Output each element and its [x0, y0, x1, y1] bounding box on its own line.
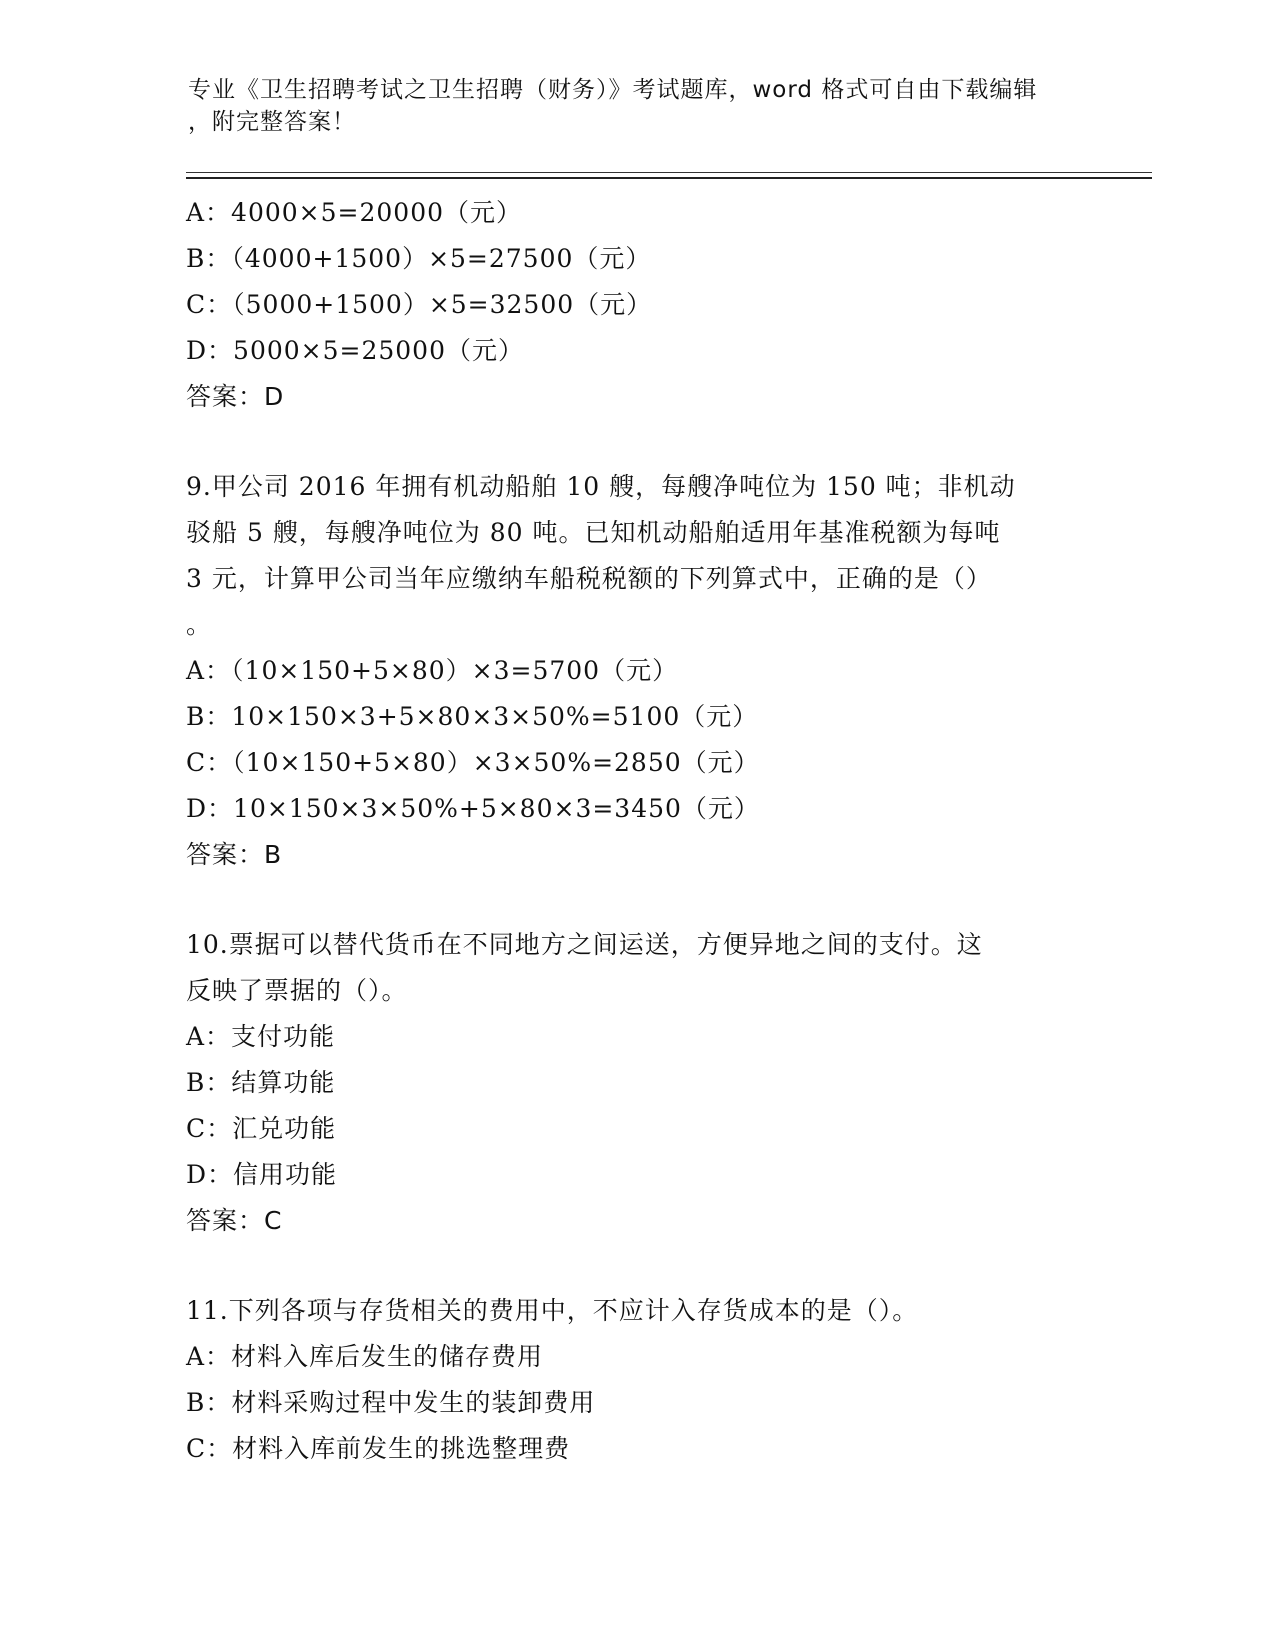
option-d: D：信用功能: [186, 1160, 338, 1189]
header-line-2: ，附完整答案！: [188, 109, 356, 135]
question-9: [186, 464, 1086, 878]
option-b: B：10×150×3+5×80×3×50%=5100（元）: [186, 702, 759, 731]
option-b: B：材料采购过程中发生的装卸费用: [186, 1388, 596, 1417]
option-b: B：结算功能: [186, 1068, 336, 1097]
option-a: A：支付功能: [186, 1022, 336, 1051]
question-8-options: [186, 190, 1086, 420]
question-9-stem-line-4: 。: [186, 610, 213, 639]
option-d: D：5000×5=25000（元）: [186, 336, 524, 365]
option-a: A：材料入库后发生的储存费用: [186, 1342, 544, 1371]
option-b: B：（4000+1500）×5=27500（元）: [186, 244, 652, 273]
option-a: A：（10×150+5×80）×3=5700（元）: [186, 656, 679, 685]
header-line-1: 专业《卫生招聘考试之卫生招聘（财务）》考试题库，word 格式可自由下载编辑: [188, 77, 1038, 103]
question-9-stem-line-2: 驳船 5 艘，每艘净吨位为 80 吨。已知机动船舶适用年基准税额为每吨: [186, 518, 1001, 547]
option-c: C：（5000+1500）×5=32500（元）: [186, 290, 653, 319]
option-c: C：材料入库前发生的挑选整理费: [186, 1434, 571, 1463]
question-10: [186, 922, 1086, 1244]
option-c: C：（10×150+5×80）×3×50%=2850（元）: [186, 748, 760, 777]
question-10-stem-line-2: 反映了票据的（）。: [186, 976, 408, 1005]
question-10-stem-line-1: 10.票据可以替代货币在不同地方之间运送，方便异地之间的支付。这: [186, 930, 983, 959]
question-11-stem-line-1: 11.下列各项与存货相关的费用中，不应计入存货成本的是（）。: [186, 1296, 919, 1325]
answer-10: 答案：C: [186, 1206, 283, 1235]
question-9-stem-line-1: 9.甲公司 2016 年拥有机动船舶 10 艘，每艘净吨位为 150 吨；非机动: [186, 472, 1016, 501]
option-c: C：汇兑功能: [186, 1114, 337, 1143]
option-a: A：4000×5=20000（元）: [186, 198, 523, 227]
question-content: [186, 190, 1086, 1472]
question-11: [186, 1288, 1086, 1472]
question-9-stem-line-3: 3 元，计算甲公司当年应缴纳车船税税额的下列算式中，正确的是（）: [186, 564, 992, 593]
answer-8: 答案：D: [186, 382, 285, 411]
option-d: D：10×150×3×50%+5×80×3=3450（元）: [186, 794, 760, 823]
header-divider-bottom: [186, 177, 1152, 179]
answer-9: 答案：B: [186, 840, 283, 869]
header-divider-top: [186, 172, 1152, 173]
document-header: [188, 74, 1068, 138]
